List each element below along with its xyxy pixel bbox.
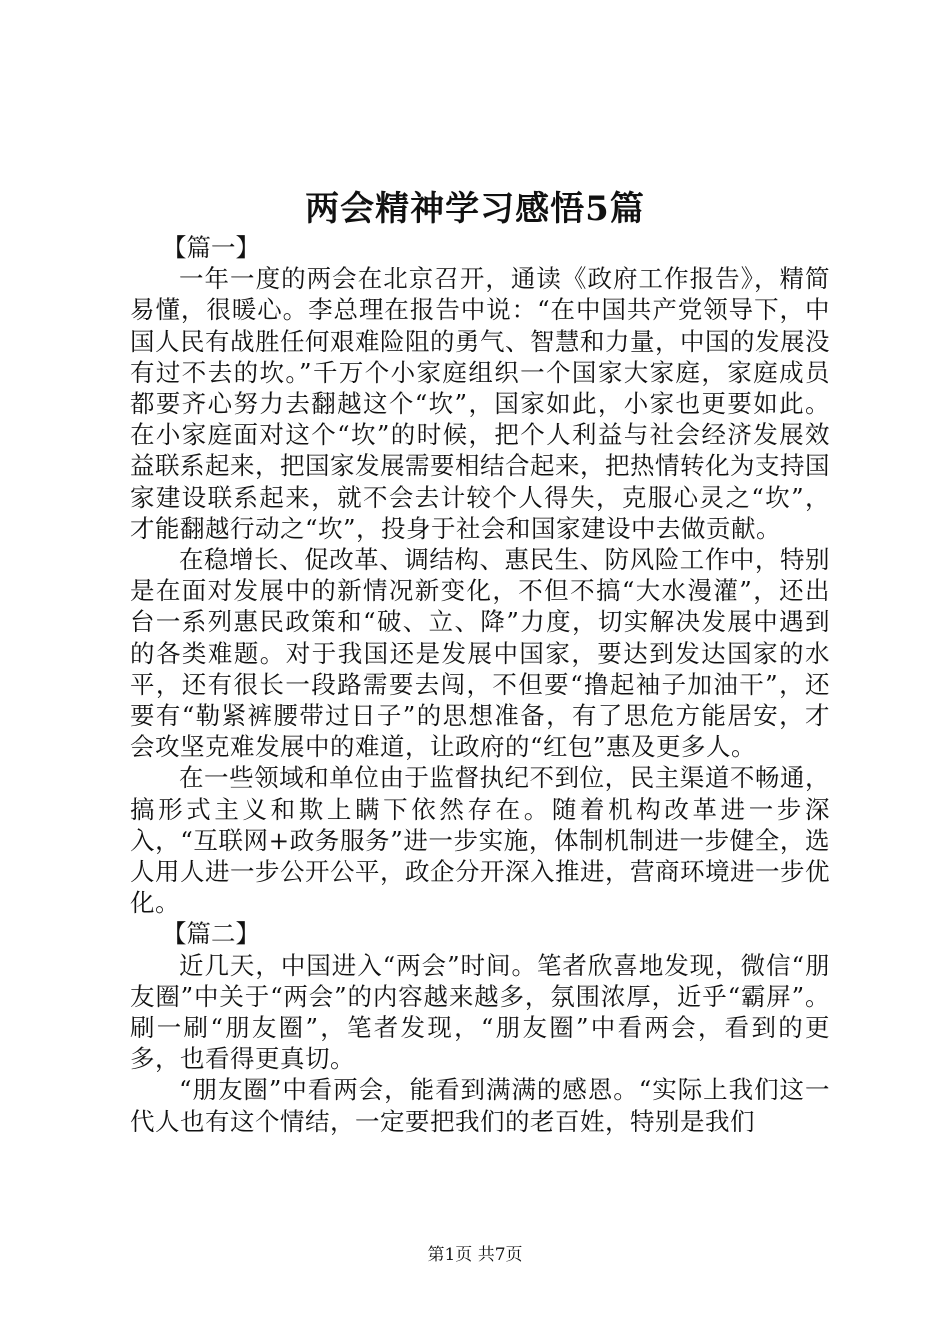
section-heading-1: 【篇一】 [162, 233, 260, 262]
paragraph: 在一些领域和单位由于监督执纪不到位，民主渠道不畅通，搞形式主义和欺上瞒下依然存在。随着机构改革进一步深入，“互联网+政务服务”进一步实施，体制机制进一步健全，选人用人进一步公开公平，政企分开深入推进，营商环境进一步优化。 [130, 763, 830, 918]
document-title: 两会精神学习感悟5篇 [305, 189, 645, 229]
section-heading-2: 【篇二】 [162, 919, 260, 949]
paragraph: “朋友圈”中看两会，能看到满满的感恩。“实际上我们这一代人也有这个情结，一定要把我们的老百姓，特别是我们 [130, 1075, 830, 1136]
paragraph: 一年一度的两会在北京召开，通读《政府工作报告》，精简易懂，很暖心。李总理在报告中说：“在中国共产党领导下，中国人民有战胜任何艰难险阻的勇气、智慧和力量，中国的发展没有过不去的坎。”千万个小家庭组织一个国家大家庭，家庭成员都要齐心努力去翻越这个“坎”，国家如此，小家也更要如此。在小家庭面对这个“坎”的时候，把个人利益与社会经济发展效益联系起来，把国家发展需要相结合起来，把热情转化为支持国家建设联系起来，就不会去计较个人得失，克服心灵之“坎”，才能翻越行动之“坎”，投身于社会和国家建设中去做贡献。 [130, 264, 830, 543]
paragraph: 在稳增长、促改革、调结构、惠民生、防风险工作中，特别是在面对发展中的新情况新变化，不但不搞“大水漫灌”，还出台一系列惠民政策和“破、立、降”力度，切实解决发展中遇到的各类难题。对于我国还是发展中国家，要达到发达国家的水平，还有很长一段路需要去闯，不但要“撸起袖子加油干”，还要有“勒紧裤腰带过日子”的思想准备，有了思危方能居安，才会攻坚克难发展中的难道，让政府的“红包”惠及更多人。 [130, 545, 830, 762]
document-body [130, 232, 830, 1137]
paragraph: 近几天，中国进入“两会”时间。笔者欣喜地发现，微信“朋友圈”中关于“两会”的内容越来越多，氛围浓厚，近乎“霸屏”。刷一刷“朋友圈”，笔者发现，“朋友圈”中看两会，看到的更多，也看得更真切。 [130, 950, 830, 1074]
page-footer: 第1页 共7页 [427, 1245, 523, 1265]
